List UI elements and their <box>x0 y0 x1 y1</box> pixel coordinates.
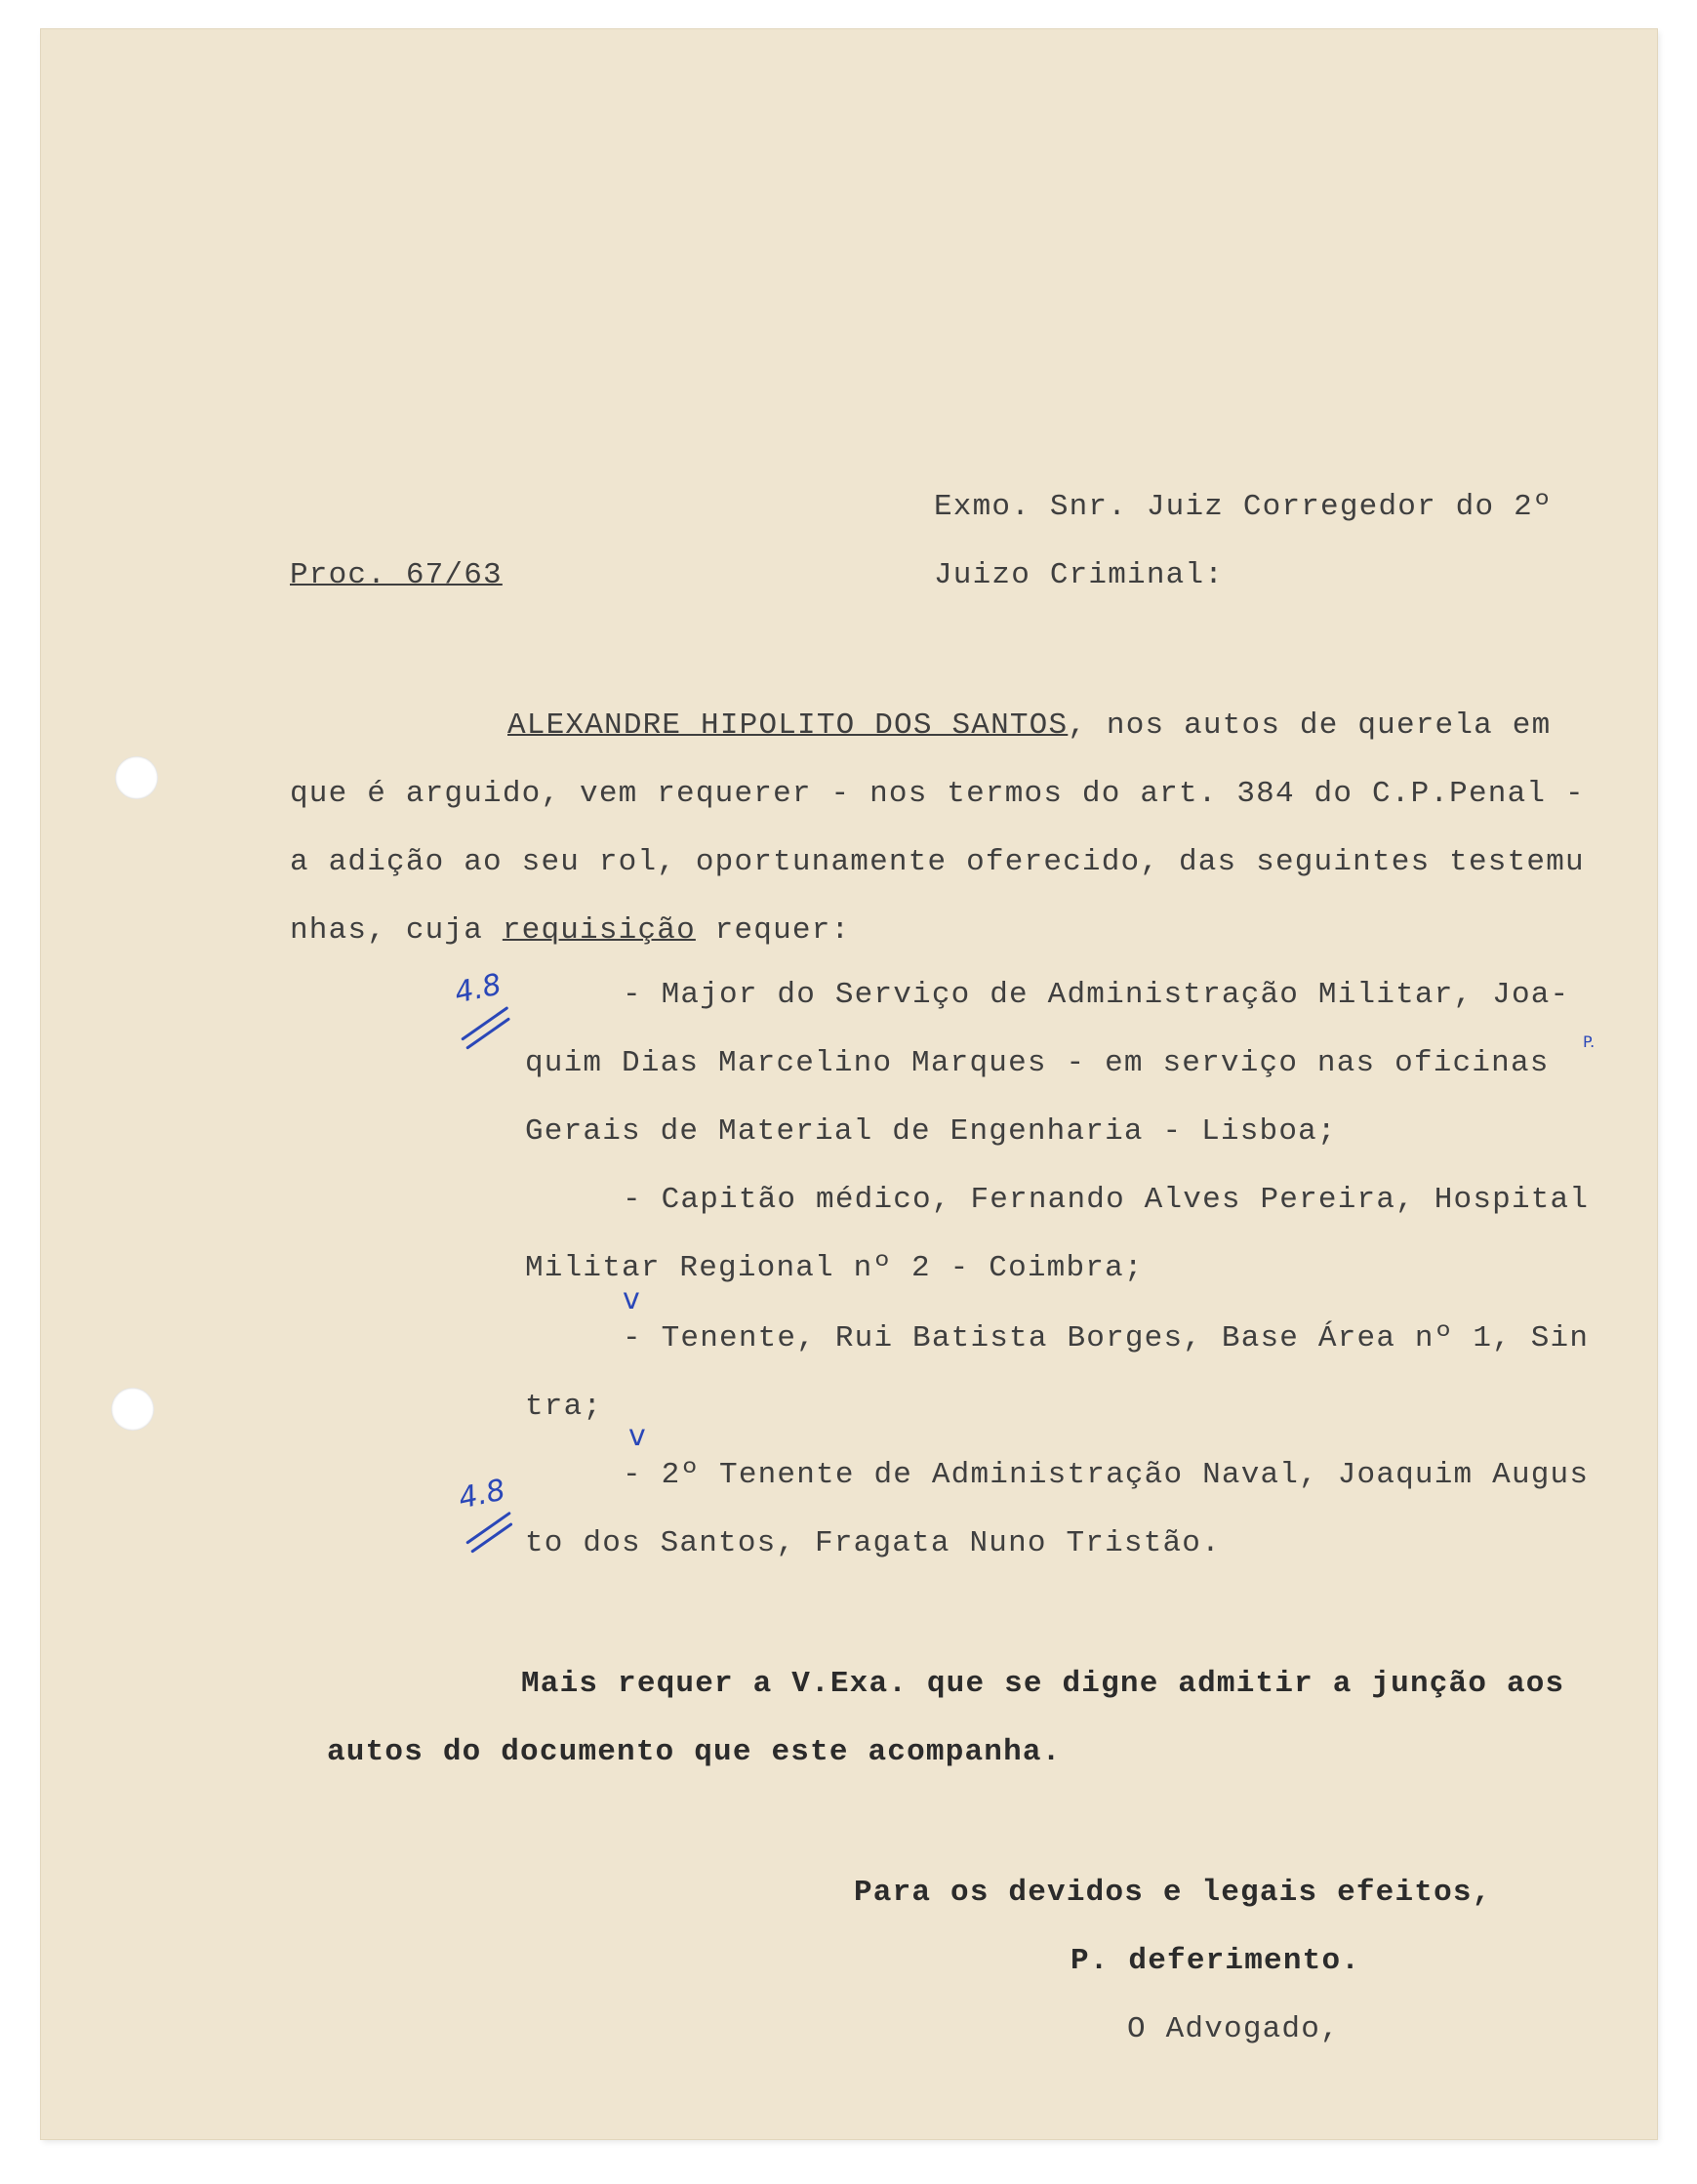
process-reference: Proc. 67/63 <box>290 558 503 592</box>
closing-request-line-1: Mais requer a V.Exa. que se digne admitir a junção aos <box>521 1667 1565 1701</box>
handwritten-tick-2: v <box>628 1419 646 1453</box>
witness-1-line-2: quim Dias Marcelino Marques - em serviço nas oficinas <box>525 1046 1550 1080</box>
addressee-line-1: Exmo. Snr. Juiz Corregedor do 2º <box>934 490 1553 524</box>
witness-4-line-2: to dos Santos, Fragata Nuno Tristão. <box>525 1526 1221 1560</box>
intro-line-3: a adição ao seu rol, oportunamente oferecido, das seguintes testemu <box>290 845 1585 879</box>
witness-3-line-1: - Tenente, Rui Batista Borges, Base Área nº 1, Sin <box>623 1321 1590 1355</box>
closing-request-line-2: autos do documento que este acompanha. <box>327 1735 1062 1769</box>
punch-hole-bottom <box>111 1388 154 1431</box>
intro-line-4 <box>290 911 850 950</box>
intro-line-1-rest: , nos autos de querela em <box>1068 708 1552 743</box>
witness-1-line-3: Gerais de Material de Engenharia - Lisboa; <box>525 1114 1337 1149</box>
signoff-line-2: P. deferimento. <box>1071 1944 1361 1978</box>
handwritten-margin-mark: P. <box>1583 1032 1596 1051</box>
signoff-line-1: Para os devidos e legais efeitos, <box>854 1876 1492 1910</box>
handwritten-note-2: 4.8 <box>455 1473 508 1517</box>
witness-3-line-2: tra; <box>525 1390 603 1424</box>
intro-line-1 <box>507 707 1551 746</box>
intro-line-4-end: requer: <box>695 913 851 948</box>
handwritten-note-1: 4.8 <box>451 967 505 1011</box>
addressee-line-2: Juizo Criminal: <box>934 558 1225 592</box>
signoff-line-3: O Advogado, <box>1127 2012 1340 2046</box>
requisicao-word: requisição <box>502 913 696 948</box>
witness-1-line-1: - Major do Serviço de Administração Militar, Joa- <box>623 978 1570 1012</box>
punch-hole-top <box>115 756 158 799</box>
handwritten-tick-1: v <box>623 1282 640 1316</box>
witness-4-line-1: - 2º Tenente de Administração Naval, Joaquim Augus <box>623 1458 1590 1492</box>
intro-line-2: que é arguido, vem requerer - nos termos do art. 384 do C.P.Penal - <box>290 777 1585 811</box>
witness-2-line-1: - Capitão médico, Fernando Alves Pereira, Hospital <box>623 1183 1590 1217</box>
intro-line-4-start: nhas, cuja <box>290 913 503 948</box>
witness-2-line-2: Militar Regional nº 2 - Coimbra; <box>525 1251 1144 1285</box>
defendant-name: ALEXANDRE HIPOLITO DOS SANTOS <box>507 708 1069 743</box>
document-sheet <box>41 29 1657 2139</box>
